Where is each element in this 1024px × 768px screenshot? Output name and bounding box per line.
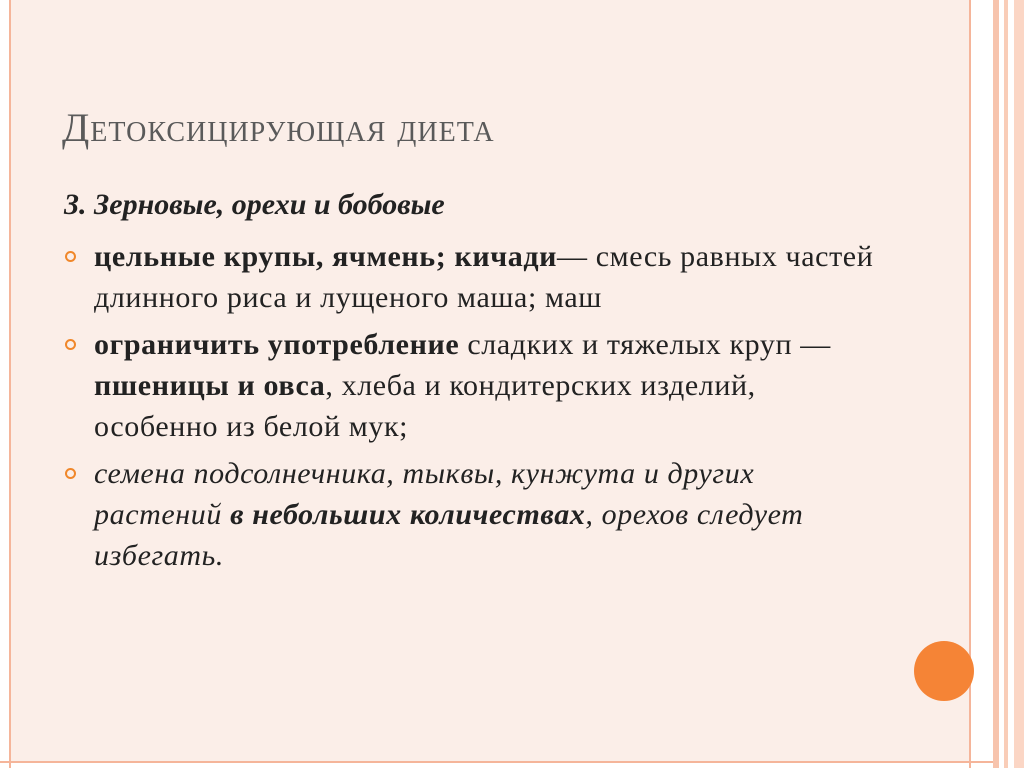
item-text: , орехов следует избегать. xyxy=(94,498,804,572)
slide-title: Детоксицирующая диета xyxy=(62,105,495,150)
frame-line-right xyxy=(969,0,971,768)
item-text: — смесь равных частей длинного риса и лущеного маша; маш xyxy=(94,240,874,314)
frame-line-bottom xyxy=(0,761,1024,763)
item-bold-text: ограничить употребление xyxy=(94,328,460,361)
bullet-list xyxy=(64,236,884,582)
section-subheading: 3. Зерновые, орехи и бобовые xyxy=(64,188,445,221)
list-item xyxy=(64,236,884,318)
item-text: семена подсолнечника, тыквы, кунжута и других растений xyxy=(94,457,755,531)
list-item xyxy=(64,324,884,447)
item-text: , хлеба и кондитерских изделий, особенно из белой мук; xyxy=(94,369,756,443)
decorative-stripes xyxy=(993,0,1024,768)
bullet-icon xyxy=(65,251,76,262)
frame-line-left xyxy=(9,0,11,768)
item-bold-text: цельные крупы, ячмень; кичади xyxy=(94,240,557,273)
item-bold-text: пшеницы и овса xyxy=(94,369,326,402)
bullet-icon xyxy=(65,339,76,350)
decorative-circle xyxy=(914,641,974,701)
list-item xyxy=(64,453,884,576)
item-bold-text: в небольших количествах xyxy=(230,498,586,531)
bullet-icon xyxy=(65,468,76,479)
item-text: сладких и тяжелых круп — xyxy=(459,328,831,361)
